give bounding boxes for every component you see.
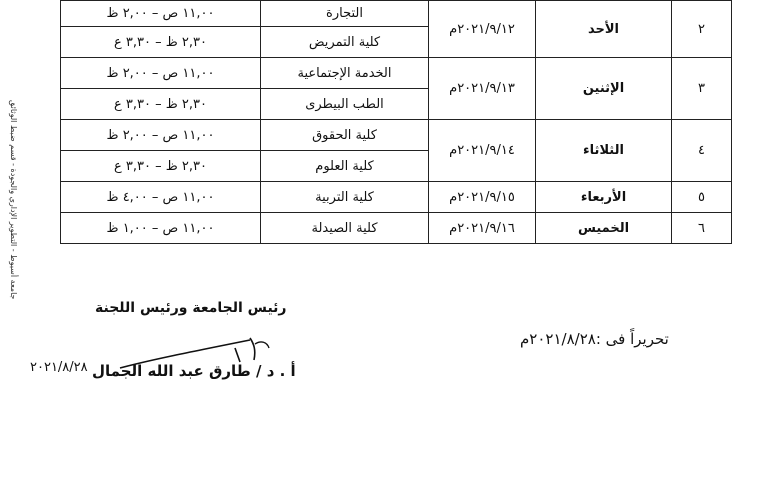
day-name: الخميس [536, 213, 672, 244]
faculty-name: الخدمة الإجتماعية [261, 58, 429, 89]
signature-date-note: ٢٠٢١/٨/٢٨ [30, 360, 88, 375]
session-time: ١١,٠٠ ص – ٢,٠٠ ظ [61, 58, 261, 89]
row-number: ٣ [672, 58, 732, 120]
signatory-title: رئيس الجامعة ورئيس اللجنة [95, 300, 287, 316]
exam-date: ٢٠٢١/٩/١٤م [429, 120, 536, 182]
faculty-name: كلية التمريض [261, 27, 429, 58]
faculty-name: كلية العلوم [261, 151, 429, 182]
table-row [61, 182, 732, 213]
day-name: الأربعاء [536, 182, 672, 213]
signatory-name: أ . د / طارق عبد الله الجمال [92, 362, 296, 380]
exam-date: ٢٠٢١/٩/١٦م [429, 213, 536, 244]
schedule-table [60, 0, 732, 244]
day-name: الإثنين [536, 58, 672, 120]
exam-date: ٢٠٢١/٩/١٥م [429, 182, 536, 213]
faculty-name: التجارة [261, 1, 429, 27]
faculty-name: الطب البيطرى [261, 89, 429, 120]
day-name: الثلاثاء [536, 120, 672, 182]
faculty-name: كلية الحقوق [261, 120, 429, 151]
table-row [61, 1, 732, 27]
row-number: ٤ [672, 120, 732, 182]
session-time: ٢,٣٠ ظ – ٣,٣٠ ع [61, 151, 261, 182]
day-name: الأحد [536, 1, 672, 58]
table-row [61, 58, 732, 89]
table-row [61, 213, 732, 244]
session-time: ٢,٣٠ ظ – ٣,٣٠ ع [61, 89, 261, 120]
faculty-name: كلية التربية [261, 182, 429, 213]
session-time: ١١,٠٠ ص – ٤,٠٠ ظ [61, 182, 261, 213]
session-time: ١١,٠٠ ص – ٢,٠٠ ظ [61, 120, 261, 151]
exam-date: ٢٠٢١/٩/١٢م [429, 1, 536, 58]
issue-date: تحريراً فى :٢٠٢١/٨/٢٨م [520, 330, 669, 348]
exam-date: ٢٠٢١/٩/١٣م [429, 58, 536, 120]
side-margin-note: جامعة أسيوط - التطوير الإداري والجودة - قسم ضبط الوثائق [9, 100, 18, 300]
session-time: ١١,٠٠ ص – ٢,٠٠ ظ [61, 1, 261, 27]
faculty-name: كلية الصيدلة [261, 213, 429, 244]
table-row [61, 120, 732, 151]
session-time: ١١,٠٠ ص – ١,٠٠ ظ [61, 213, 261, 244]
schedule-table-body [61, 1, 732, 244]
row-number: ٢ [672, 1, 732, 58]
row-number: ٥ [672, 182, 732, 213]
row-number: ٦ [672, 213, 732, 244]
session-time: ٢,٣٠ ظ – ٣,٣٠ ع [61, 27, 261, 58]
